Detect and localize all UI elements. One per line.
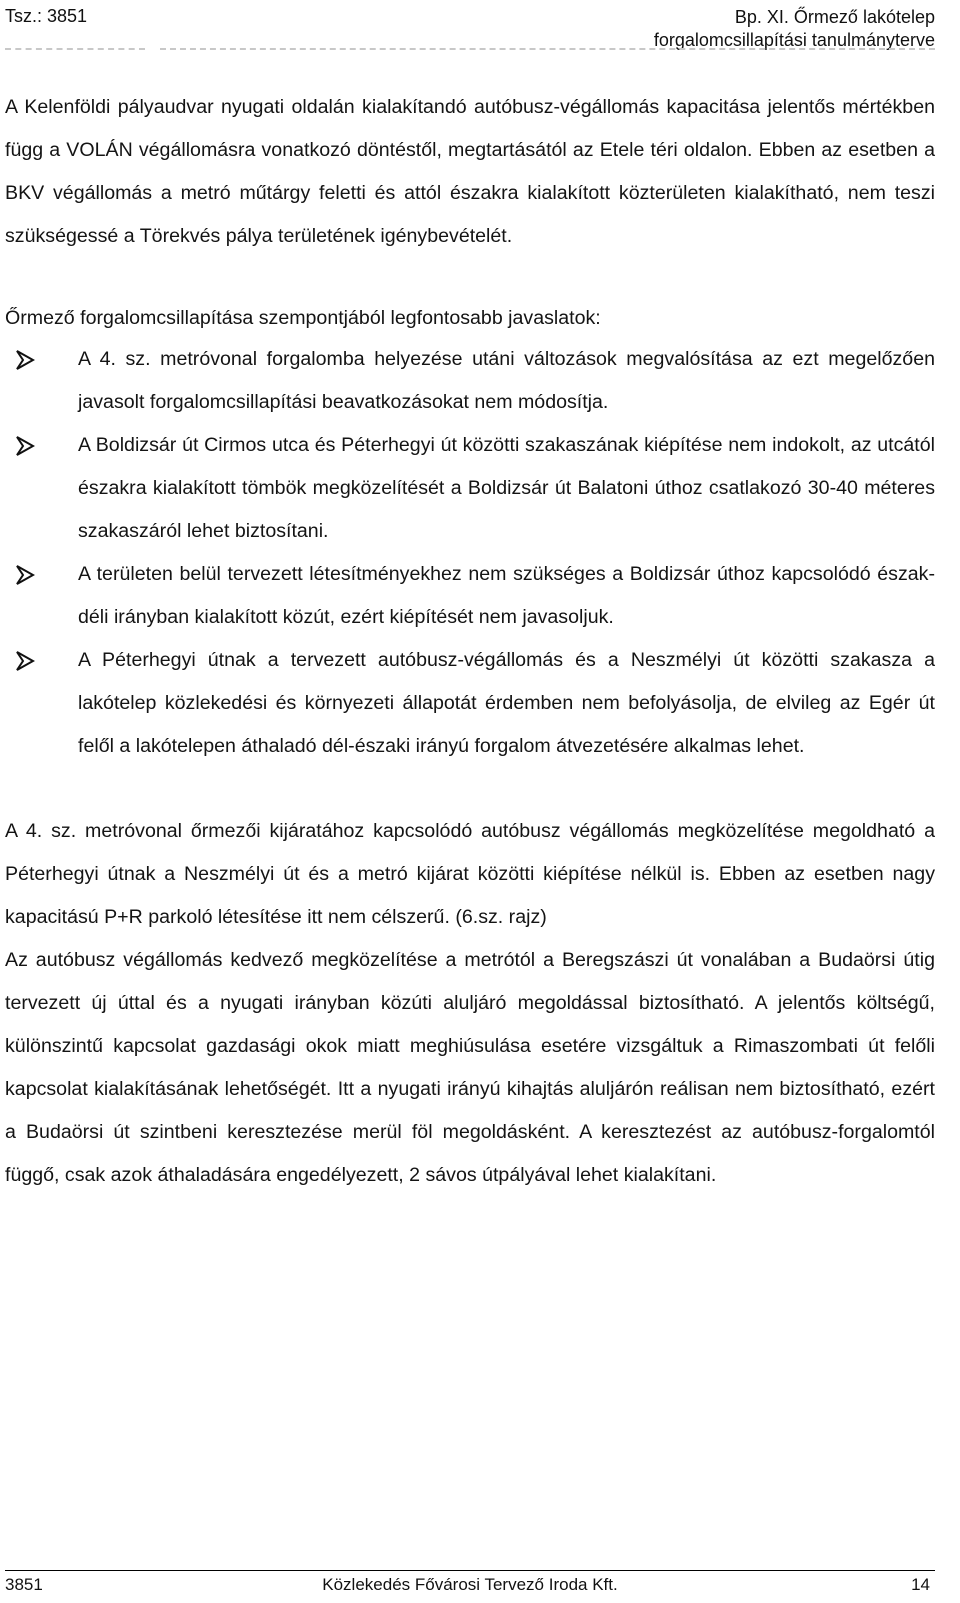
list-item-text: A Boldizsár út Cirmos utca és Péterhegyi út közötti szakaszának kiépítése nem indokolt, az utcától északra kialakított tömbök megközelítését a Boldizsár út Balatoni úthoz csatlakozó 30-40 méteres szakaszáról lehet biztosítani. bbox=[78, 434, 935, 542]
page-header bbox=[5, 2, 935, 50]
page-body bbox=[5, 86, 935, 1197]
intro-paragraph: A Kelenföldi pályaudvar nyugati oldalán kialakítandó autóbusz-végállomás kapacitása jelentős mértékben függ a VOLÁN végállomásra vonatkozó döntéstől, megtartásától az Etele téri oldalon. Ebben az esetben a BKV végállomás a metró műtárgy feletti és attól északra kialakított közterületen kialakítható, nem teszi szükségessé a Törekvés pálya területének igénybevételét. bbox=[5, 96, 935, 247]
proposal-list bbox=[5, 338, 935, 768]
document-title bbox=[654, 6, 935, 52]
list-item-text: A 4. sz. metróvonal forgalomba helyezése utáni változások megvalósítása az ezt megelőzően javasolt forgalomcsillapítási beavatkozásokat nem módosítja. bbox=[78, 348, 935, 413]
list-item bbox=[5, 338, 935, 424]
list-item-text: A területen belül tervezett létesítményekhez nem szükséges a Boldizsár úthoz kapcsolódó észak-déli irányban kialakított közút, ezért kiépítését nem javasoljuk. bbox=[78, 563, 935, 628]
header-divider-left bbox=[5, 48, 145, 50]
list-item-text: A Péterhegyi útnak a tervezett autóbusz-végállomás és a Neszmélyi út közötti szakasza a lakótelep közlekedési és környezeti állapotát érdemben nem befolyásolja, de elvileg az Egér út felől a lakótelepen áthaladó dél-északi irányú forgalom átvezetésére alkalmas lehet. bbox=[78, 649, 935, 757]
document-title-line2: forgalomcsillapítási tanulmányterve bbox=[653, 30, 935, 50]
header-divider-right bbox=[160, 48, 935, 50]
access-paragraph: Az autóbusz végállomás kedvező megközelítése a metrótól a Beregszászi út vonalában a Budaörsi útig tervezett új úttal és a nyugati irányban közúti aluljáró megoldással biztosítható. A jelentős költségű, különszintű kapcsolat gazdasági okok miatt meghiúsulása esetére vizsgáltuk a Rimaszombati út felőli kapcsolat kialakításának lehetőségét. Itt a nyugati irányú kihajtás aluljárón reálisan nem biztosítható, ezért a Budaörsi út szintbeni keresztezése merül föl megoldásként. A keresztezést az autóbusz-forgalomtól függő, csak azok áthaladására engedélyezett, 2 sávos útpályával lehet kialakítani. bbox=[5, 949, 935, 1186]
list-item bbox=[5, 639, 935, 768]
footer-document-number: 3851 bbox=[5, 1575, 43, 1594]
document-title-line1: Bp. XI. Őrmező lakótelep bbox=[734, 7, 935, 27]
list-item bbox=[5, 553, 935, 639]
paragraph-gap bbox=[5, 768, 935, 810]
list-item bbox=[5, 424, 935, 553]
document-number: Tsz.: 3851 bbox=[5, 6, 88, 26]
arrowhead-bullet-icon bbox=[15, 645, 39, 688]
bus-terminal-paragraph: A 4. sz. metróvonal őrmezői kijáratához kapcsolódó autóbusz végállomás megközelítése megoldható a Péterhegyi útnak a Neszmélyi út és a metró kijárat közötti kiépítése nélkül is. Ebben az esetben nagy kapacitású P+R parkoló létesítése itt nem célszerű. (6.sz. rajz) bbox=[5, 820, 935, 928]
arrowhead-bullet-icon bbox=[15, 559, 39, 602]
footer-company: Közlekedés Fővárosi Tervező Iroda Kft. bbox=[322, 1575, 618, 1594]
page-footer bbox=[5, 1570, 935, 1603]
page-number: 14 bbox=[911, 1575, 930, 1594]
arrowhead-bullet-icon bbox=[15, 344, 39, 387]
section-heading: Őrmező forgalomcsillapítása szempontjából legfontosabb javaslatok: bbox=[5, 307, 601, 329]
arrowhead-bullet-icon bbox=[15, 430, 39, 473]
footer-divider bbox=[5, 1570, 935, 1571]
